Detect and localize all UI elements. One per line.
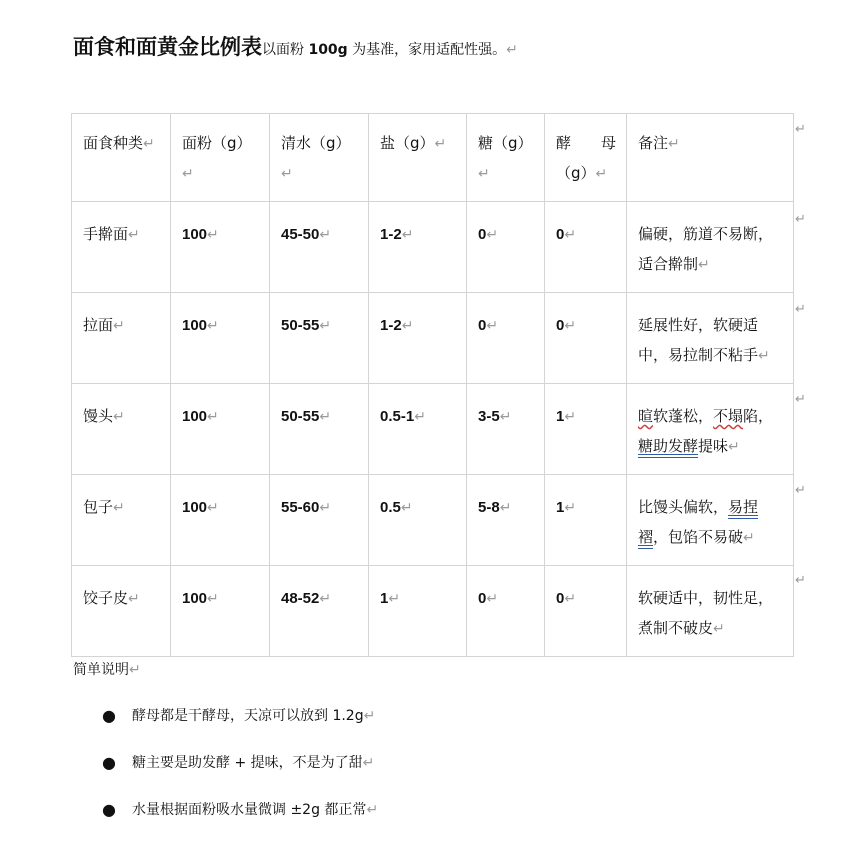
- row-end-mark: ↵: [795, 212, 806, 227]
- title-main: 面食和面黄金比例表: [73, 35, 262, 59]
- header-cell: 清水（g）↵: [270, 114, 369, 202]
- notes-list: [73, 700, 378, 841]
- cell-note: 暄软蓬松，不塌陷，糖助发酵提味↵: [627, 384, 794, 475]
- cell-note: 比馒头偏软，易捏褶，包馅不易破↵: [627, 475, 794, 566]
- header-cell: 面粉（g）↵: [171, 114, 270, 202]
- spellcheck-flag: 暄: [638, 407, 654, 425]
- cell-flour: 100↵: [171, 202, 270, 293]
- title-subtitle: 以面粉 100g 为基准，家用适配性强。: [262, 42, 507, 58]
- cell-flour: 100↵: [171, 475, 270, 566]
- cell-water: 48-52↵: [270, 566, 369, 657]
- header-cell: 备注↵: [627, 114, 794, 202]
- row-end-mark: ↵: [795, 573, 806, 588]
- cell-sugar: 3-5↵: [467, 384, 545, 475]
- cell-yeast: 1↵: [545, 384, 627, 475]
- header-cell: 糖（g）↵: [467, 114, 545, 202]
- paragraph-mark: ↵: [506, 42, 518, 58]
- row-end-mark: ↵: [795, 483, 806, 498]
- cell-salt: 1-2↵: [369, 202, 467, 293]
- row-end-mark: ↵: [795, 122, 806, 137]
- cell-note: 偏硬，筋道不易断，适合擀制↵: [627, 202, 794, 293]
- cell-type: 饺子皮↵: [72, 566, 171, 657]
- cell-sugar: 5-8↵: [467, 475, 545, 566]
- cell-salt: 1↵: [369, 566, 467, 657]
- cell-yeast: 0↵: [545, 566, 627, 657]
- cell-type: 手擀面↵: [72, 202, 171, 293]
- spellcheck-flag: 不塌: [713, 407, 744, 425]
- cell-salt: 0.5↵: [369, 475, 467, 566]
- cell-salt: 0.5-1↵: [369, 384, 467, 475]
- table-row: [72, 475, 794, 566]
- cell-note: 延展性好，软硬适中，易拉制不粘手↵: [627, 293, 794, 384]
- list-item: ● 水量根据面粉吸水量微调 ±2g 都正常↵: [73, 794, 378, 841]
- cell-water: 50-55↵: [270, 293, 369, 384]
- cell-water: 50-55↵: [270, 384, 369, 475]
- cell-flour: 100↵: [171, 566, 270, 657]
- cell-flour: 100↵: [171, 293, 270, 384]
- document-title: [73, 31, 518, 61]
- cell-flour: 100↵: [171, 384, 270, 475]
- bullet-icon: ●: [102, 800, 116, 819]
- bullet-icon: ●: [102, 706, 116, 725]
- row-end-mark: ↵: [795, 392, 806, 407]
- cell-yeast: 0↵: [545, 293, 627, 384]
- cell-salt: 1-2↵: [369, 293, 467, 384]
- notes-heading: 简单说明↵: [73, 662, 141, 678]
- cell-sugar: 0↵: [467, 566, 545, 657]
- list-item: ● 酵母都是干酵母，天凉可以放到 1.2g↵: [73, 700, 378, 747]
- cell-yeast: 0↵: [545, 202, 627, 293]
- cell-type: 包子↵: [72, 475, 171, 566]
- cell-yeast: 1↵: [545, 475, 627, 566]
- header-cell: 面食种类↵: [72, 114, 171, 202]
- cell-type: 拉面↵: [72, 293, 171, 384]
- bullet-icon: ●: [102, 753, 116, 772]
- table-header-row: [72, 114, 794, 202]
- table-row: [72, 293, 794, 384]
- cell-note: 软硬适中，韧性足，煮制不破皮↵: [627, 566, 794, 657]
- grammar-flag: 易捏褶: [638, 498, 759, 546]
- cell-water: 45-50↵: [270, 202, 369, 293]
- ratio-table: [71, 113, 794, 657]
- table-row: [72, 566, 794, 657]
- grammar-flag: 糖助发酵: [638, 437, 699, 455]
- cell-sugar: 0↵: [467, 202, 545, 293]
- list-item: ● 糖主要是助发酵 + 提味，不是为了甜↵: [73, 747, 378, 794]
- table-row: [72, 384, 794, 475]
- header-cell: 酵 母（g）↵: [545, 114, 627, 202]
- row-end-mark: ↵: [795, 302, 806, 317]
- header-cell: 盐（g）↵: [369, 114, 467, 202]
- table-row: [72, 202, 794, 293]
- cell-sugar: 0↵: [467, 293, 545, 384]
- cell-water: 55-60↵: [270, 475, 369, 566]
- cell-type: 馒头↵: [72, 384, 171, 475]
